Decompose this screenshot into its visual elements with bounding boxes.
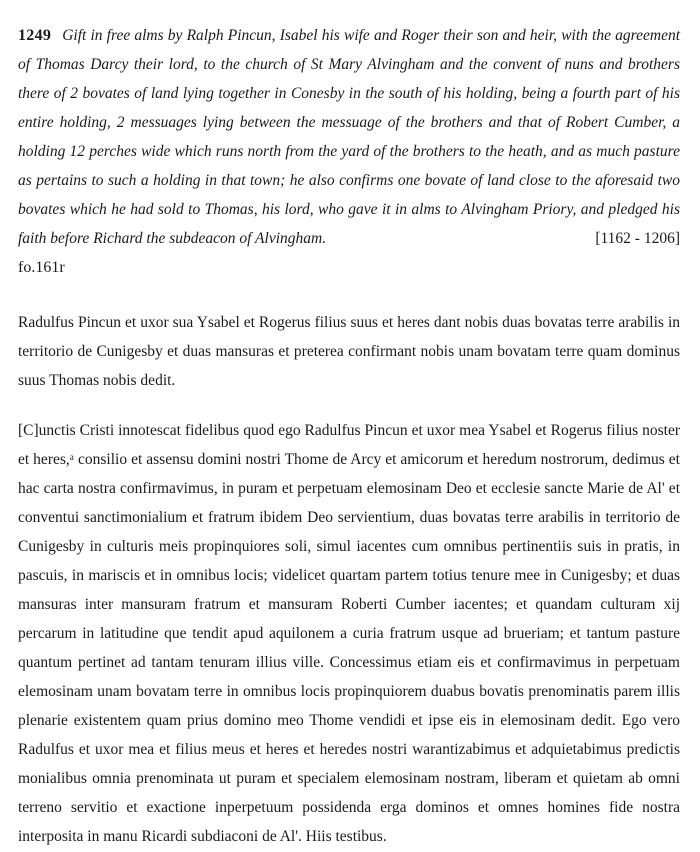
charter-paragraph: [C]unctis Cristi innotescat fidelibus quod ego Radulfus Pincun et uxor mea Ysabel et Rogerus filius noster et heres,ᵃ consilio et assensu domini nostri Thome de Arcy et amicorum et heredum nostrorum, dedimus et hac carta nostra confirmavimus, in puram et perpetuam elemosinam Deo et ecclesie sancte Marie de Al' et conventui sanctimonialium et fratrum ibidem Deo servientium, duas bovatas terre arabilis in territorio de Cunigesby in culturis meis propinquiores soli, simul iacentes cum omnibus pertinentiis suis in pratis, in pascuis, in mariscis et in omnibus locis; videlicet quartam partem totius tenure mee in Cunigesby; et duas mansuras inter mansuram fratrum et mansuram Roberti Cumber iacentes; et quandam culturam xij percarum in latitudine que tendit apud aquilonem a curia fratrum usque ad brueriam; et tantum pasture quantum pertinet ad tantam tenuram illius ville. Concessimus etiam eis et confirmavimus in perpetuam elemosinam unam bovatam terre in omnibus locis propinquiorem duabus bovatis prenominatis parem illis plenarie existentem quam prius domino meo Thome vendidi et ipse eis in elemosinam dedit. Ego vero Radulfus et uxor mea et filius meus et heres et heredes nostri warantizabimus et adquietabimus predictis monialibus omnia prenominata ut puram et specialem elemosinam nostram, liberam et quietam ab omni terreno servitio et exactione inperpetuum possidenda erga dominos et omnes homines fide nostra interposita in manu Ricardi subdiaconi de Al'. Hiis testibus.	[18, 422, 680, 845]
entry-date-range: [1162 - 1206]	[585, 224, 680, 253]
entry-summary-text: Gift in free alms by Ralph Pincun, Isabel his wife and Roger their son and heir, with the agreement of Thomas Darcy their lord, to the church of St Mary Alvingham and the convent of nuns and brothers there of 2 bovates of land lying together in Conesby in the south of his holding, being a fourth part of his entire holding, 2 messuages lying between the messuage of the brothers and that of Robert Cumber, a holding 12 perches wide which runs north from the yard of the brothers to the heath, and as much pasture as pertains to such a holding in that town; he also confirms one bovate of land close to the aforesaid two bovates which he had sold to Thomas, his lord, who gave it in alms to Alvingham Priory, and pledged his faith before Richard the subdeacon of Alvingham.	[18, 27, 680, 247]
folio-reference: fo.161r	[18, 259, 65, 276]
rubric-paragraph: Radulfus Pincun et uxor sua Ysabel et Rogerus filius suus et heres dant nobis duas bovatas terre arabilis in territorio de Cunigesby et duas mansuras et preterea confirmant nobis unam bovatam terre quam dominus suus Thomas nobis dedit.	[18, 314, 680, 389]
entry-number: 1249	[18, 27, 52, 44]
entry-summary	[18, 21, 680, 253]
